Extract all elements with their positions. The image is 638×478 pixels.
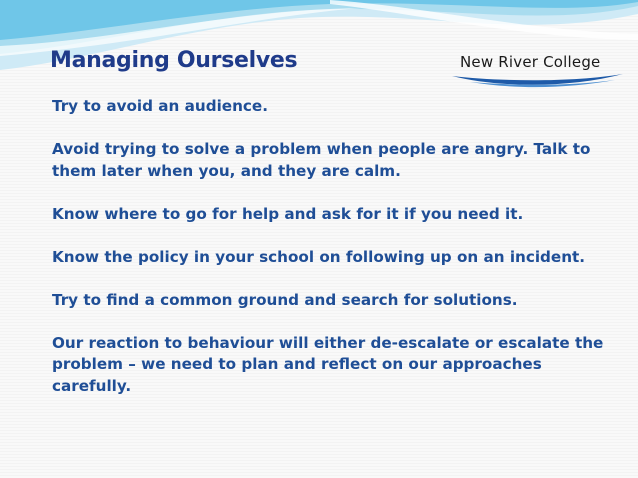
logo-swoosh-icon [450, 70, 625, 90]
paragraph-5: Try to find a common ground and search for solutions. [52, 290, 518, 309]
paragraph-3: Know where to go for help and ask for it if you need it. [52, 204, 524, 223]
college-logo [450, 48, 625, 90]
paragraph-6: Our reaction to behaviour will either de-escalate or escalate the problem – we need to plan and reflect on our approaches carefully. [52, 333, 604, 395]
paragraph-2: Avoid trying to solve a problem when people are angry. Talk to them later when you, and they are calm. [52, 140, 591, 180]
paragraph-4: Know the policy in your school on following up on an incident. [52, 247, 586, 266]
logo-text: New River College [460, 53, 601, 71]
paragraph-1: Try to avoid an audience. [52, 97, 268, 115]
slide-title: Managing Ourselves [50, 48, 298, 73]
slide-body [52, 96, 622, 419]
